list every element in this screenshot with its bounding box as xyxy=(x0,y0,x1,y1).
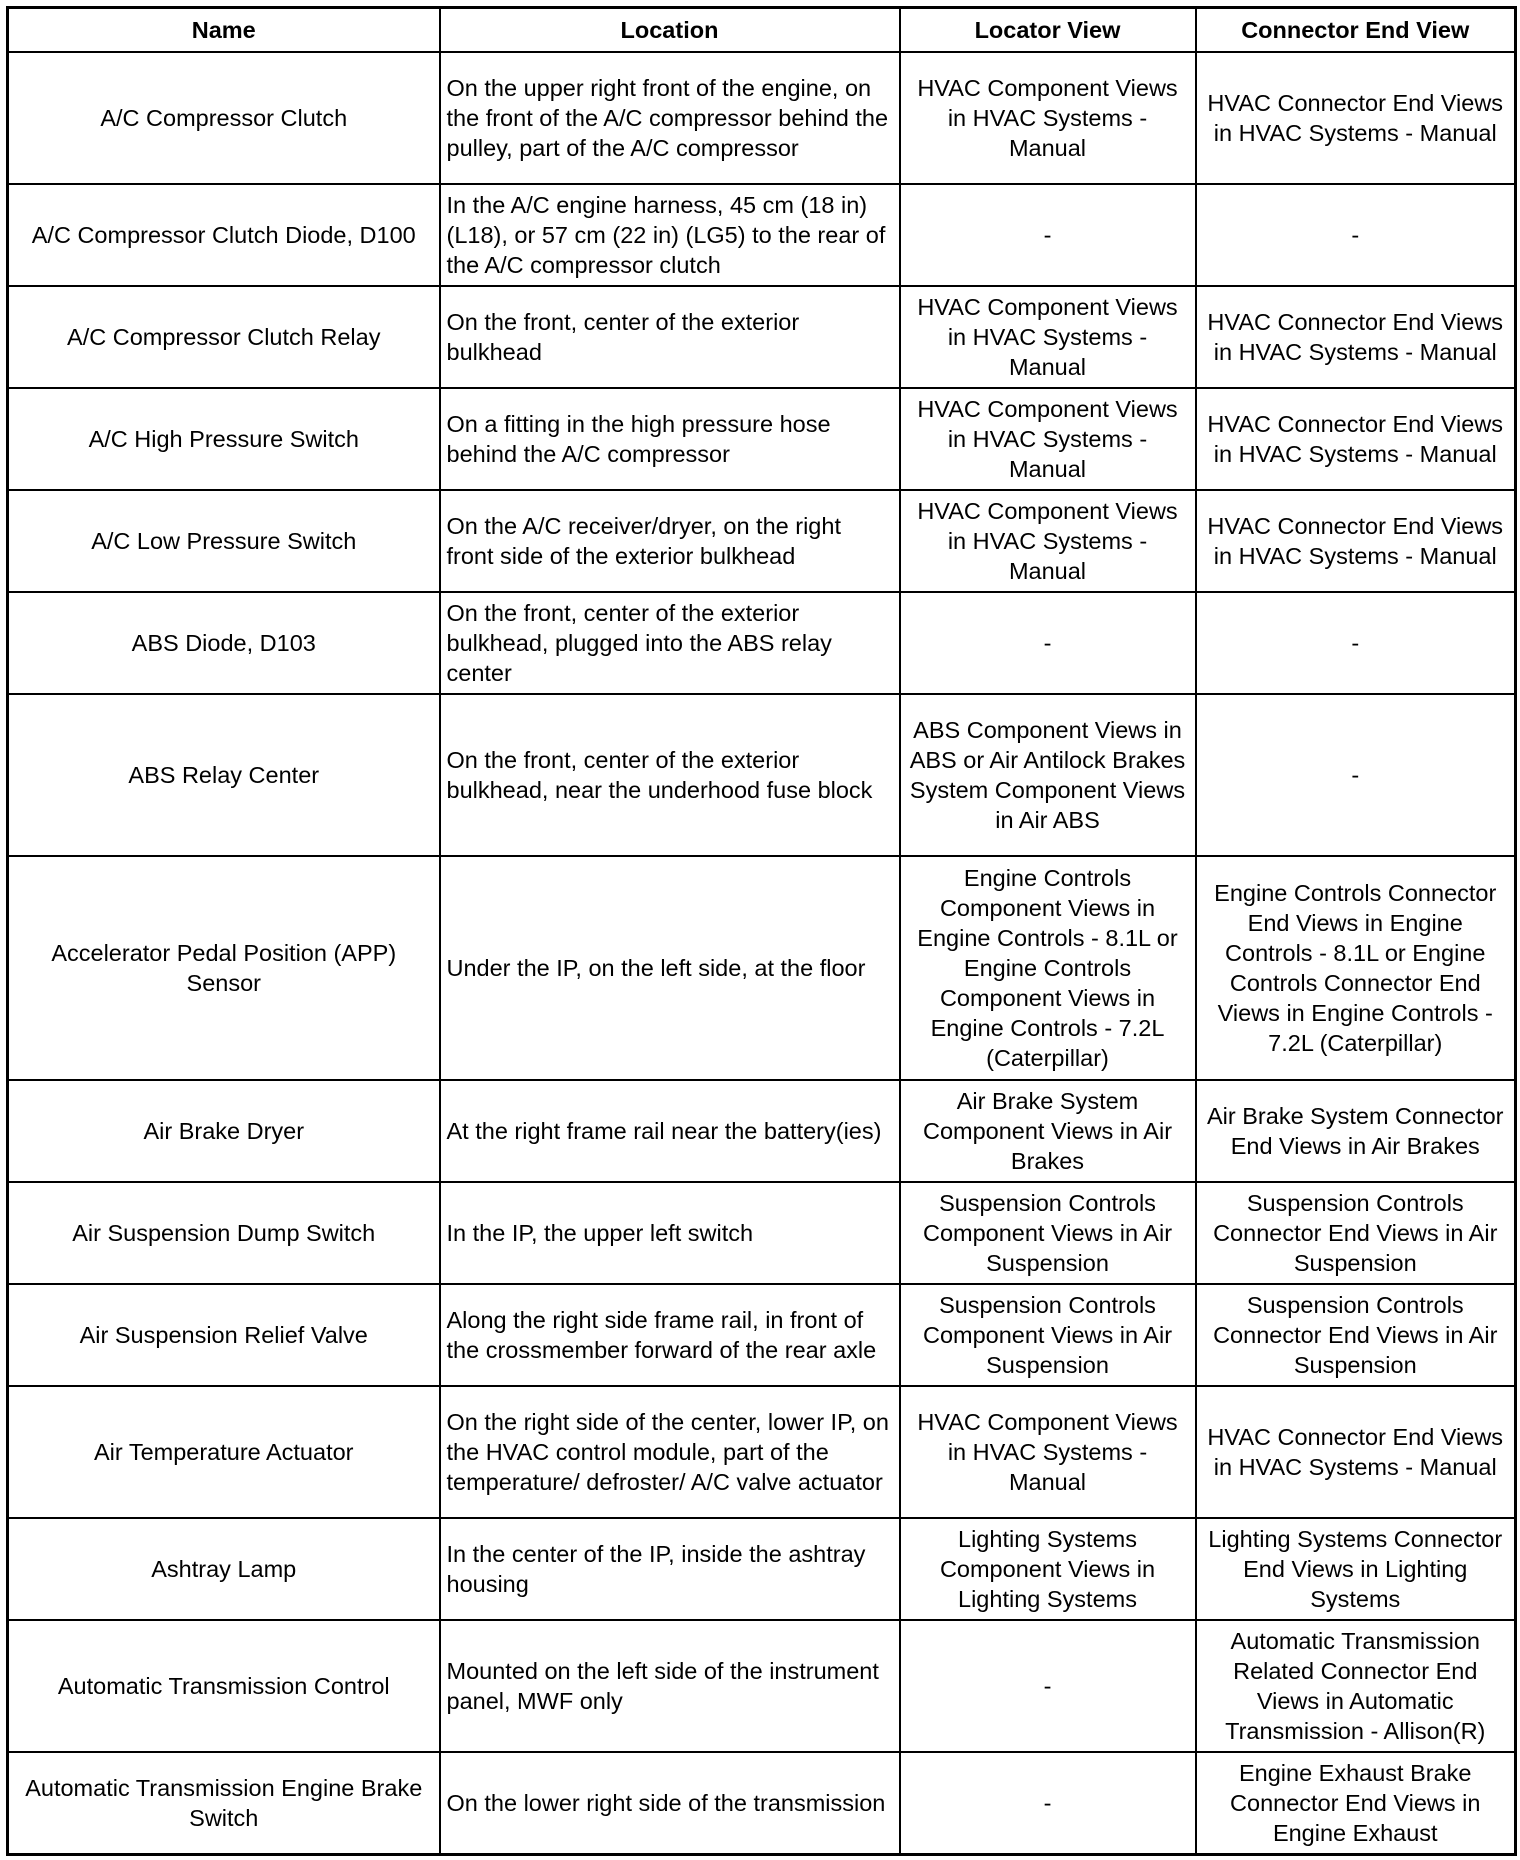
table-row xyxy=(8,1518,1516,1620)
cell-location: On the A/C receiver/dryer, on the right front side of the exterior bulkhead xyxy=(440,490,900,592)
cell-name: Air Suspension Dump Switch xyxy=(8,1182,440,1284)
cell-location: In the center of the IP, inside the ashtray housing xyxy=(440,1518,900,1620)
table-row xyxy=(8,52,1516,184)
cell-location: On the lower right side of the transmission xyxy=(440,1752,900,1854)
table-row xyxy=(8,1284,1516,1386)
cell-connector-end-view: HVAC Connector End Views in HVAC Systems - Manual xyxy=(1196,1386,1516,1518)
table-row xyxy=(8,490,1516,592)
cell-name: A/C Low Pressure Switch xyxy=(8,490,440,592)
cell-location: At the right frame rail near the battery(ies) xyxy=(440,1080,900,1182)
cell-locator-view: Air Brake System Component Views in Air Brakes xyxy=(900,1080,1196,1182)
cell-locator-view: HVAC Component Views in HVAC Systems - Manual xyxy=(900,388,1196,490)
header-location: Location xyxy=(440,8,900,53)
cell-connector-end-view: HVAC Connector End Views in HVAC Systems - Manual xyxy=(1196,490,1516,592)
cell-locator-view: Lighting Systems Component Views in Lighting Systems xyxy=(900,1518,1196,1620)
cell-location: In the IP, the upper left switch xyxy=(440,1182,900,1284)
cell-location: In the A/C engine harness, 45 cm (18 in) (L18), or 57 cm (22 in) (LG5) to the rear of the A/C compressor clutch xyxy=(440,184,900,286)
cell-locator-view: Suspension Controls Component Views in Air Suspension xyxy=(900,1182,1196,1284)
cell-name: Air Suspension Relief Valve xyxy=(8,1284,440,1386)
cell-name: ABS Relay Center xyxy=(8,694,440,856)
header-name: Name xyxy=(8,8,440,53)
cell-locator-view: - xyxy=(900,1620,1196,1752)
table-row xyxy=(8,694,1516,856)
cell-name: Air Temperature Actuator xyxy=(8,1386,440,1518)
table-row xyxy=(8,592,1516,694)
cell-location: On the upper right front of the engine, on the front of the A/C compressor behind the pulley, part of the A/C compressor xyxy=(440,52,900,184)
cell-location: On the front, center of the exterior bulkhead, plugged into the ABS relay center xyxy=(440,592,900,694)
component-locator-table-container xyxy=(6,6,1514,1856)
table-row xyxy=(8,184,1516,286)
table-row xyxy=(8,1182,1516,1284)
table-header-row xyxy=(8,8,1516,53)
header-connector-end-view: Connector End View xyxy=(1196,8,1516,53)
cell-location: Along the right side frame rail, in front of the crossmember forward of the rear axle xyxy=(440,1284,900,1386)
cell-locator-view: Suspension Controls Component Views in Air Suspension xyxy=(900,1284,1196,1386)
cell-name: Accelerator Pedal Position (APP) Sensor xyxy=(8,856,440,1080)
cell-connector-end-view: Engine Controls Connector End Views in Engine Controls - 8.1L or Engine Controls Connector End Views in Engine Controls - 7.2L (Caterpillar) xyxy=(1196,856,1516,1080)
cell-connector-end-view: - xyxy=(1196,694,1516,856)
cell-name: A/C High Pressure Switch xyxy=(8,388,440,490)
cell-location: On the front, center of the exterior bulkhead, near the underhood fuse block xyxy=(440,694,900,856)
cell-connector-end-view: Lighting Systems Connector End Views in Lighting Systems xyxy=(1196,1518,1516,1620)
cell-name: A/C Compressor Clutch Diode, D100 xyxy=(8,184,440,286)
cell-locator-view: HVAC Component Views in HVAC Systems - Manual xyxy=(900,286,1196,388)
cell-name: Air Brake Dryer xyxy=(8,1080,440,1182)
cell-locator-view: ABS Component Views in ABS or Air Antilock Brakes System Component Views in Air ABS xyxy=(900,694,1196,856)
cell-location: On a fitting in the high pressure hose behind the A/C compressor xyxy=(440,388,900,490)
table-row xyxy=(8,1620,1516,1752)
cell-connector-end-view: HVAC Connector End Views in HVAC Systems - Manual xyxy=(1196,388,1516,490)
cell-location: On the front, center of the exterior bulkhead xyxy=(440,286,900,388)
cell-locator-view: - xyxy=(900,1752,1196,1854)
cell-name: Automatic Transmission Control xyxy=(8,1620,440,1752)
cell-connector-end-view: Suspension Controls Connector End Views in Air Suspension xyxy=(1196,1284,1516,1386)
cell-name: A/C Compressor Clutch xyxy=(8,52,440,184)
cell-name: Automatic Transmission Engine Brake Switch xyxy=(8,1752,440,1854)
table-row xyxy=(8,286,1516,388)
cell-locator-view: - xyxy=(900,592,1196,694)
cell-locator-view: HVAC Component Views in HVAC Systems - Manual xyxy=(900,490,1196,592)
table-row xyxy=(8,1080,1516,1182)
cell-connector-end-view: Automatic Transmission Related Connector End Views in Automatic Transmission - Allison(R) xyxy=(1196,1620,1516,1752)
cell-name: ABS Diode, D103 xyxy=(8,592,440,694)
cell-location: Under the IP, on the left side, at the floor xyxy=(440,856,900,1080)
table-row xyxy=(8,388,1516,490)
cell-connector-end-view: Air Brake System Connector End Views in Air Brakes xyxy=(1196,1080,1516,1182)
component-locator-table xyxy=(6,6,1517,1856)
cell-name: A/C Compressor Clutch Relay xyxy=(8,286,440,388)
cell-connector-end-view: HVAC Connector End Views in HVAC Systems - Manual xyxy=(1196,52,1516,184)
cell-connector-end-view: HVAC Connector End Views in HVAC Systems - Manual xyxy=(1196,286,1516,388)
cell-location: On the right side of the center, lower IP, on the HVAC control module, part of the temperature/ defroster/ A/C valve actuator xyxy=(440,1386,900,1518)
table-row xyxy=(8,1752,1516,1854)
cell-connector-end-view: - xyxy=(1196,184,1516,286)
table-row xyxy=(8,1386,1516,1518)
cell-connector-end-view: Suspension Controls Connector End Views in Air Suspension xyxy=(1196,1182,1516,1284)
cell-name: Ashtray Lamp xyxy=(8,1518,440,1620)
cell-connector-end-view: - xyxy=(1196,592,1516,694)
cell-locator-view: HVAC Component Views in HVAC Systems - Manual xyxy=(900,52,1196,184)
header-locator-view: Locator View xyxy=(900,8,1196,53)
table-row xyxy=(8,856,1516,1080)
cell-locator-view: HVAC Component Views in HVAC Systems - Manual xyxy=(900,1386,1196,1518)
cell-location: Mounted on the left side of the instrument panel, MWF only xyxy=(440,1620,900,1752)
cell-locator-view: - xyxy=(900,184,1196,286)
cell-locator-view: Engine Controls Component Views in Engine Controls - 8.1L or Engine Controls Component Views in Engine Controls - 7.2L (Caterpillar) xyxy=(900,856,1196,1080)
cell-connector-end-view: Engine Exhaust Brake Connector End Views in Engine Exhaust xyxy=(1196,1752,1516,1854)
